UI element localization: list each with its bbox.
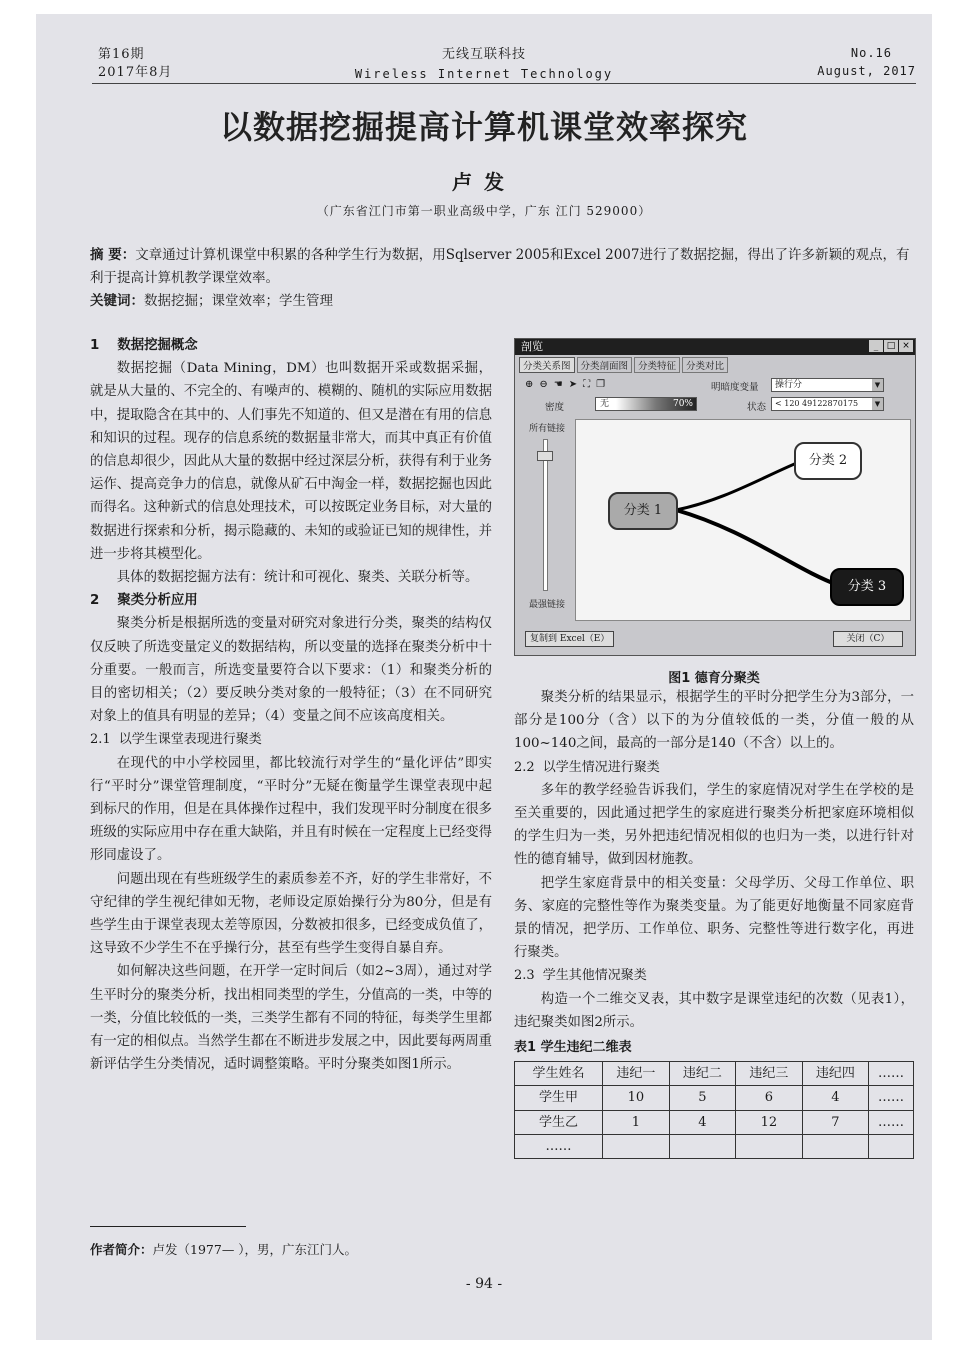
table-cell: 6 [736,1086,803,1110]
state-label: 状态 [747,402,767,413]
author-affiliation: （广东省江门市第一职业高级中学，广东 江门 529000） [316,204,652,218]
figure-tabs [515,355,915,373]
table-cell: 5 [669,1086,736,1110]
article-title: 以数据挖掘提高计算机课堂效率探究 [219,108,748,146]
density-slider[interactable] [595,397,697,411]
paragraph: 多年的教学经验告诉我们，学生的家庭情况对学生在学校的是至关重要的，因此通过把学生的家庭进行聚类分析把家庭环境相似的学生归为一类，另外把违纪情况相似的也归为一类，以进行针对性的德育辅导，做到因材施教。 [514,782,914,868]
abstract-text: 文章通过计算机课堂中积累的各种学生行为数据，用Sqlserver 2005和Excel 2007进行了数据挖掘，得出了许多新颖的观点，有利于提高计算机教学课堂效率。 [90,247,910,286]
maximize-icon[interactable]: □ [884,340,898,352]
all-links-label: 所有链接 [529,424,566,434]
section-number: 2.3 [514,968,535,984]
density-value: 70% [672,399,693,409]
link-1-2 [676,460,804,510]
state-select[interactable] [771,397,884,411]
table-cell: …… [515,1134,603,1158]
window-controls [869,340,913,352]
paper-page [36,14,932,1340]
left-column [90,334,492,1077]
abstract [90,244,914,290]
abstract-block [90,244,914,313]
header-journal-cn: 无线互联科技 [441,47,526,62]
header-rule [92,83,916,84]
cluster-node-1[interactable]: 分类 1 [608,492,678,530]
header-issue-en: No.16 [850,46,892,60]
keywords-label: 关键词： [90,293,144,309]
fit-icon[interactable]: ⛶ [583,379,591,390]
figure-1-window [514,338,916,656]
shade-select[interactable] [771,378,884,392]
table-cell: 7 [802,1110,869,1134]
paragraph: 在现代的中小学校园里，都比较流行对学生的“量化评估”即实行“平时分”课堂管理制度，“平时分”无疑在衡量学生课堂表现中起到标尺的作用，但是在具体操作过程中，我们发现平时分制度在很多班级的实际应用中存在重大缺陷，并且有时候在一定程度上已经变得形同虚设了。 [90,755,492,864]
paragraph: 具体的数据挖掘方法有：统计和可视化、聚类、关联分析等。 [116,570,479,586]
author-name: 卢发 [452,170,516,194]
section-number: 2 [90,593,100,609]
table-cell [869,1134,914,1158]
section-number: 1 [90,338,100,353]
table-header-cell: 违纪三 [736,1062,803,1086]
table-cell: 1 [603,1110,670,1134]
paragraph: 聚类分析的结果显示，根据学生的平时分把学生分为3部分，一部分是100分（含）以下的为分值较低的一类，分值一般的从100~140之间，最高的一部分是140（不含）以上的。 [514,690,914,752]
paragraph: 数据挖掘（Data Mining，DM）也叫数据开采或数据采掘，就是从大量的、不完全的、有噪声的、模糊的、随机的实际应用数据中，提取隐含在其中的、人们事先不知道的、但又是潜在有用的信息和知识的过程。现存的信息系统的数据量非常大，而其中真正有价值的信息却很少，因此从大量的数据中经过深层分析，获得有利于业务运作、提高竞争力的信息，就像从矿石中淘金一样，数据挖掘也因此而得名。这种新式的信息处理技术，可以按既定业务目标，对大量的数据进行探索和分析，揭示隐藏的、未知的或验证已知的规律性，并进一步将其模型化。 [90,361,492,562]
table-row [515,1134,914,1158]
violation-table [514,1061,914,1159]
header-journal-en: Wireless Internet Technology [354,67,614,81]
section-1-heading [90,334,492,357]
tab-cluster-profile[interactable]: 分类剖面图 [577,357,633,373]
header-date: 2017年8月 [98,65,173,80]
cluster-node-3[interactable]: 分类 3 [830,568,904,606]
minimize-icon[interactable]: _ [869,340,883,352]
tab-cluster-features[interactable]: 分类特征 [634,357,680,373]
section-number: 2.2 [514,759,535,775]
table-header-row [515,1062,914,1086]
zoom-out-icon[interactable]: ⊖ [539,379,548,390]
copy-button-label: 复制到 [530,634,558,644]
copy-icon[interactable]: ❐ [596,379,606,390]
table-cell: 学生乙 [515,1110,603,1134]
table-header-cell: 违纪一 [603,1062,670,1086]
zoom-in-icon[interactable]: ⊕ [525,379,534,390]
section-2-3-heading [514,964,914,987]
strong-links-label: 最强链接 [529,600,566,610]
shade-value: 操行分 [775,380,803,390]
section-number: 2.1 [90,732,111,748]
window-title: 剖览 [521,340,543,353]
table-row [515,1110,914,1134]
abstract-label: 摘 要： [90,247,136,263]
paragraph: 把学生家庭背景中的相关变量：父母学历、父母工作单位、职务、家庭的完整性等作为聚类变量。为了能更好地衡量不同家庭背景的情况，把学历、工作单位、职务、完整性等进行数字化，再进行聚类。 [514,875,914,961]
footnote-text: 卢发（1977— ），男，广东江门人。 [152,1242,358,1257]
cluster-node-2[interactable]: 分类 2 [794,442,862,480]
link-slider-thumb[interactable] [537,451,553,461]
table-cell [736,1134,803,1158]
density-min: 无 [600,399,610,409]
dropdown-arrow-icon: ▼ [872,379,883,391]
section-title: 以学生课堂表现进行聚类 [118,732,262,748]
window-titlebar [515,339,915,355]
link-slider-track[interactable] [543,439,548,591]
section-title: 聚类分析应用 [117,593,198,609]
footnote-rule [90,1226,246,1227]
tab-cluster-diagram[interactable]: 分类关系图 [519,357,575,373]
link-1-3 [676,510,838,585]
footnote [90,1240,357,1258]
section-2-1-heading [90,728,492,751]
table-header-cell: …… [869,1062,914,1086]
footnote-label: 作者简介： [90,1242,153,1257]
table-cell [603,1134,670,1158]
table-cell: …… [869,1086,914,1110]
dropdown-arrow-icon: ▼ [872,398,883,410]
header-date-en: August, 2017 [817,64,916,78]
cluster-canvas [575,419,911,621]
hand-icon[interactable]: ☚ [553,379,563,390]
table-header-cell: 违纪四 [802,1062,869,1086]
shade-label: 明暗度变量 [711,382,759,393]
keywords [90,290,914,313]
copy-to-excel-button[interactable] [525,631,614,647]
table-cell: 12 [736,1110,803,1134]
excel-button-label: Excel（E） [559,634,610,644]
tab-cluster-compare[interactable]: 分类对比 [682,357,728,373]
table-cell: 10 [603,1086,670,1110]
section-title: 数据挖掘概念 [117,338,198,353]
table-1-caption: 表1 学生违纪二维表 [514,1040,632,1056]
close-icon[interactable]: × [899,340,913,352]
section-title: 学生其他情况聚类 [542,968,647,984]
section-2-2-heading [514,756,914,779]
paragraph: 聚类分析是根据所选的变量对研究对象进行分类，聚类的结构仅仅反映了所选变量定义的数据结构，所以变量的选择在聚类分析中十分重要。一般而言，所选变量要符合以下要求：（1）和聚类分析的目的密切相关；（2）要反映分类对象的一般特征；（3）在不同研究对象上的值具有明显的差异；（4）变量之间不应该高度相关。 [90,616,492,725]
keywords-text: 数据挖掘；课堂效率；学生管理 [144,293,333,309]
state-value: < 120 49122870175 [775,399,859,408]
close-button[interactable]: 关闭（C） [833,631,903,647]
page-number: - 94 - [465,1276,503,1292]
figure-toolbar [525,379,605,390]
pointer-icon[interactable]: ➤ [568,379,578,390]
right-column [514,686,914,1159]
table-cell [669,1134,736,1158]
table-header-cell: 违纪二 [669,1062,736,1086]
table-cell: 4 [669,1110,736,1134]
table-row [515,1086,914,1110]
section-2-heading [90,589,492,612]
paragraph: 构造一个二维交叉表，其中数字是课堂违纪的次数（见表1），违纪聚类如图2所示。 [514,991,914,1030]
figure-1-caption: 图1 德育分聚类 [668,671,760,686]
table-cell: 4 [802,1086,869,1110]
paragraph: 问题出现在有些班级学生的素质参差不齐，好的学生非常好，不守纪律的学生视纪律如无物，老师设定原始操行分为80分，但是有些学生由于课堂表现太差等原因，分数被扣很多，已经变成负值了，这导致不少学生不在乎操行分，甚至有些学生变得自暴自弃。 [90,871,492,957]
table-cell: 学生甲 [515,1086,603,1110]
section-title: 以学生情况进行聚类 [542,759,660,775]
table-cell [802,1134,869,1158]
table-cell: …… [869,1110,914,1134]
density-label: 密度 [545,402,565,413]
header-issue: 第16期 [98,47,145,62]
table-header-cell: 学生姓名 [515,1062,603,1086]
paragraph: 如何解决这些问题，在开学一定时间后（如2~3周），通过对学生平时分的聚类分析，找出相同类型的学生，分值高的一类，中等的一类，分值比较低的一类，三类学生都有不同的特征，每类学生里都有一定的相似点。当然学生都在不断进步发展之中，因此要每两周重新评估学生分类情况，适时调整策略。平时分聚类如图1所示。 [90,964,492,1073]
